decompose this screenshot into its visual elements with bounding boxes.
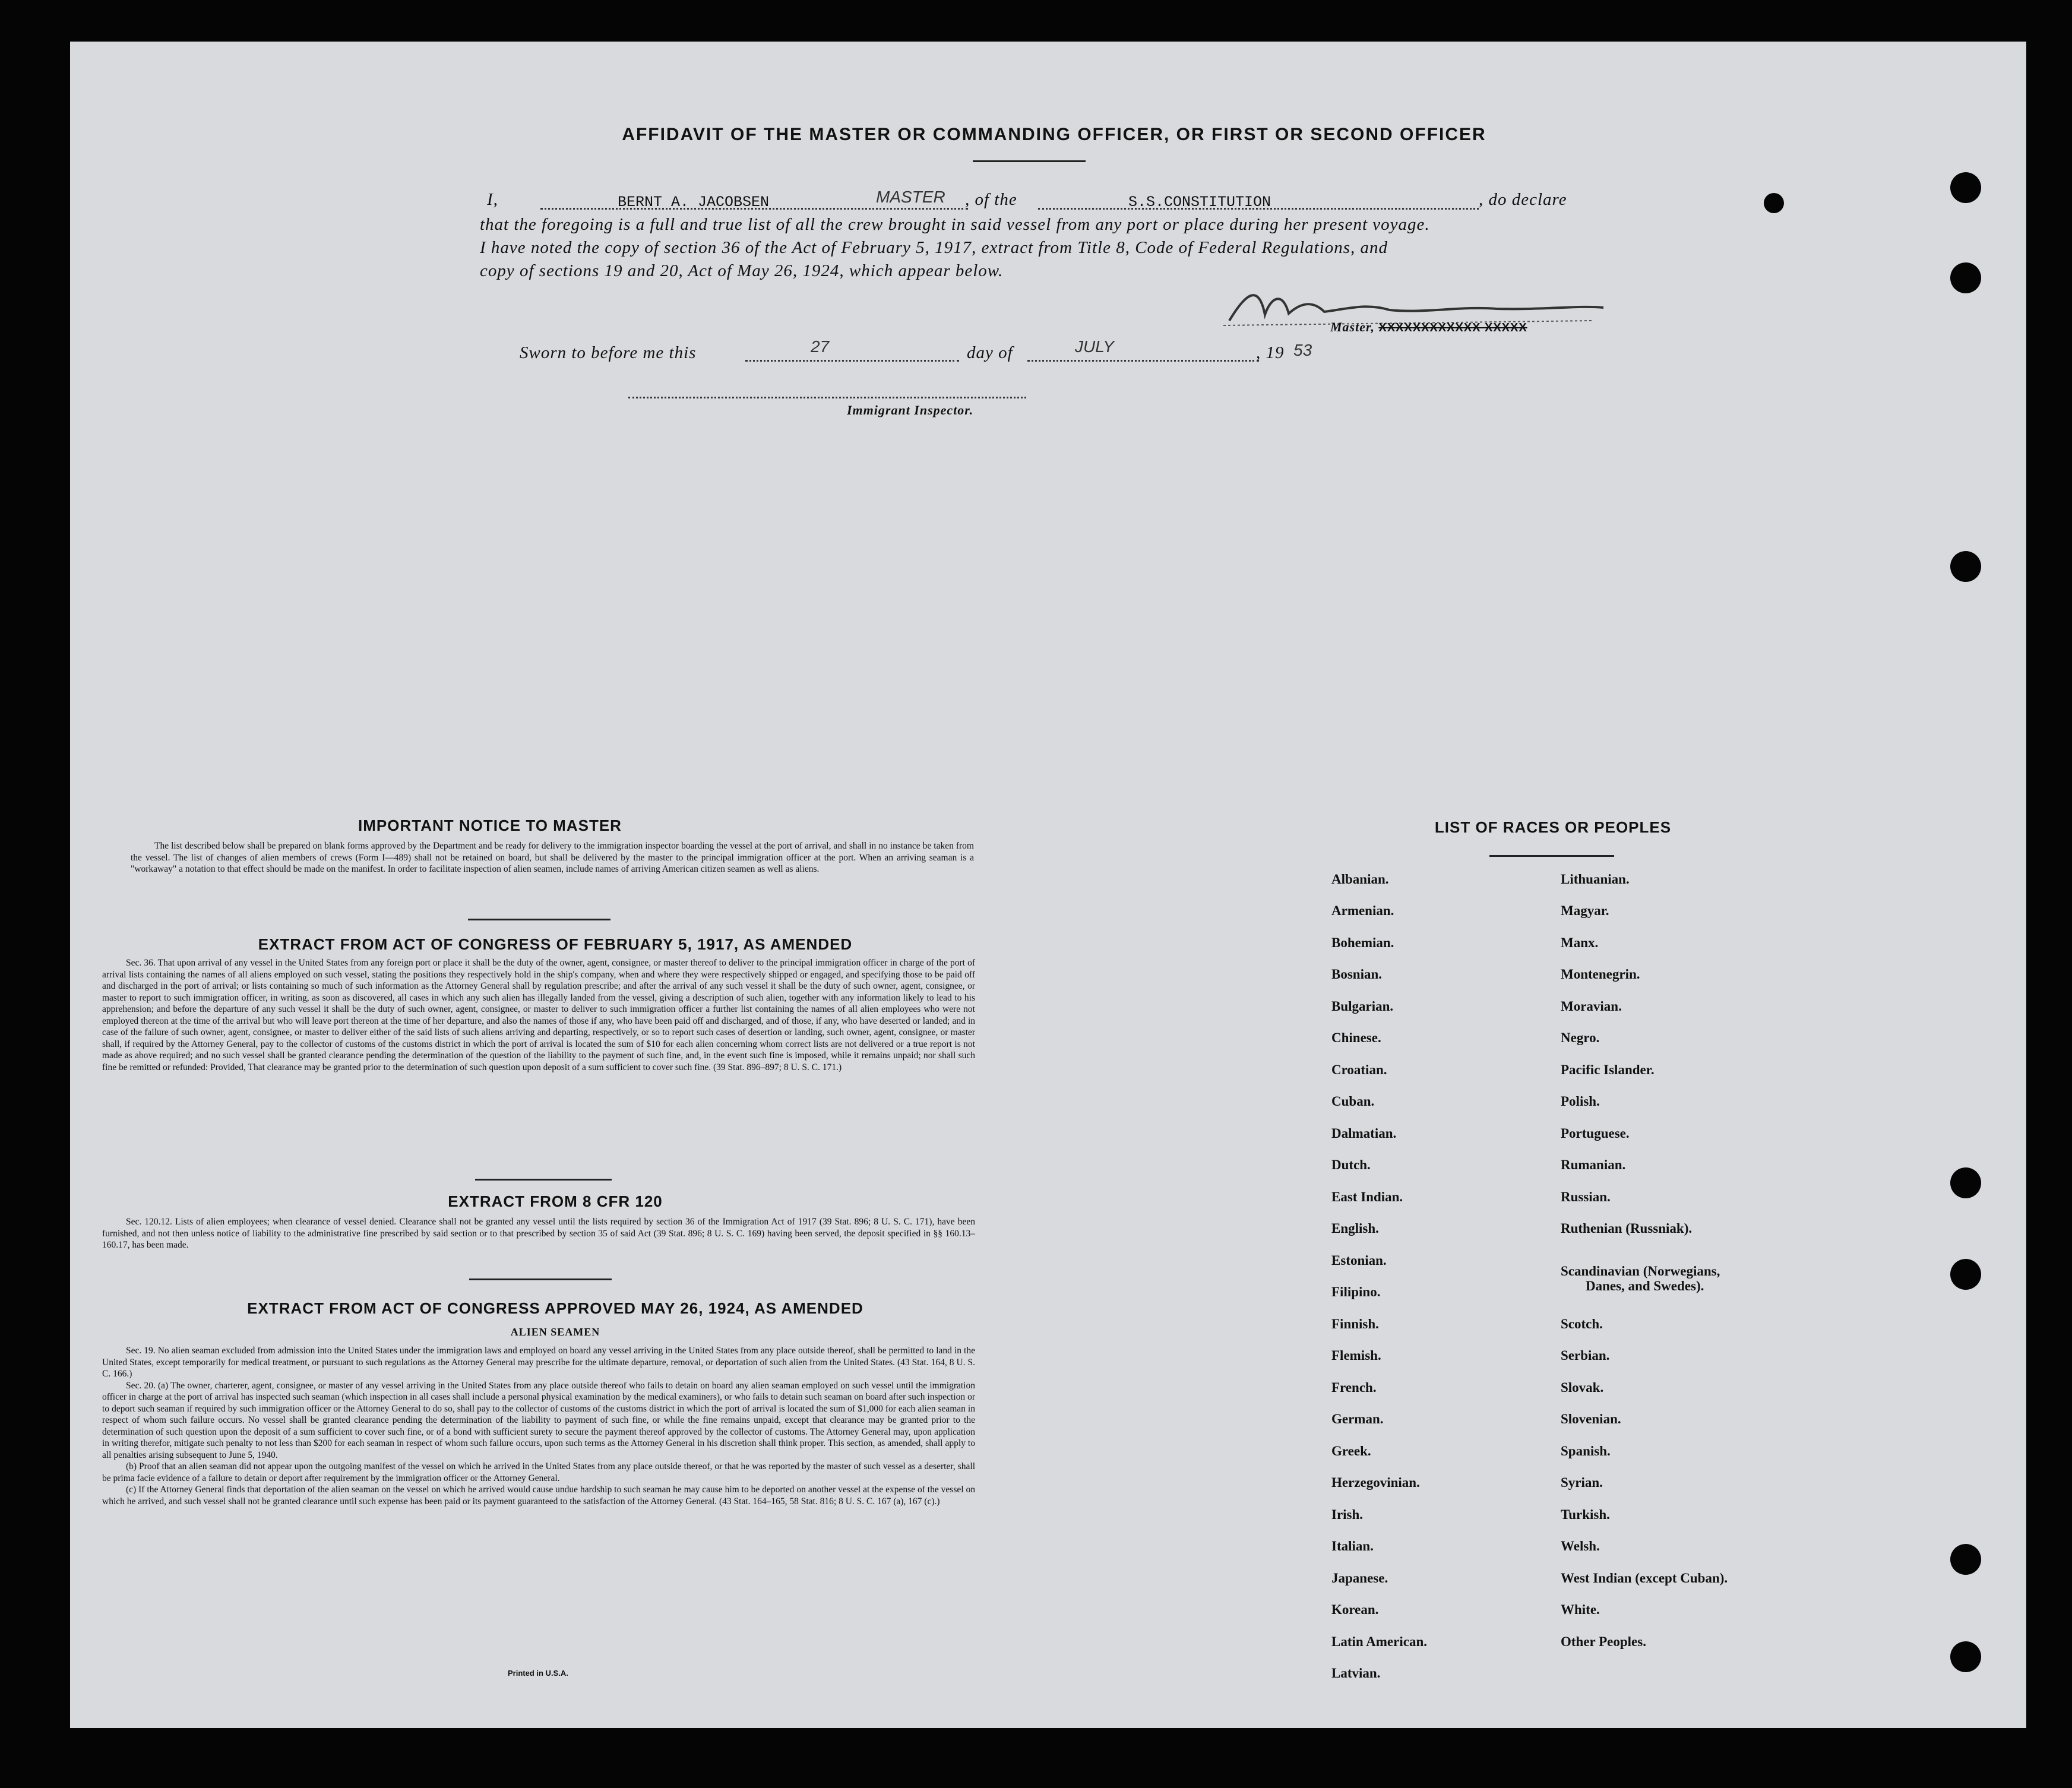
race-item: Ruthenian (Russniak). <box>1561 1221 1693 1236</box>
race-item: Negro. <box>1561 1030 1600 1045</box>
sec-19: Sec. 19. No alien seaman excluded from admission into the United States under the immigration laws and employed on board any vessel arriving in the United States from any place outside thereof, shall be permitted to land in the United States, except temporarily for medical treatment, or pursuant to such regulations as the Attorney General may prescribe for the ultimate departure, removal, or deportation of such alien from the United States. (43 Stat. 164, 8 U. S. C. 166.) <box>102 1346 975 1379</box>
extract-1917-title: EXTRACT FROM ACT OF CONGRESS OF FEBRUARY 5, 1917, AS AMENDED <box>258 935 853 953</box>
race-item: East Indian. <box>1331 1189 1403 1204</box>
race-item: Armenian. <box>1331 903 1394 918</box>
sec-20b: (b) Proof that an alien seaman did not appear upon the outgoing manifest of the vessel on which he arrived in the United States from any place outside thereof, or that he was reported by the master of such vessel as a deserter, shall be prima facie evidence of a failure to detain or deport after requirement by the immigration officer or the Attorney General. <box>102 1461 975 1483</box>
race-item: Estonian. <box>1331 1253 1387 1268</box>
inspector-label: Immigrant Inspector. <box>847 403 974 417</box>
race-item: Latin American. <box>1331 1634 1427 1649</box>
sworn-year: 53 <box>1293 341 1312 359</box>
race-item: Scotch. <box>1561 1317 1603 1331</box>
race-item: Flemish. <box>1331 1348 1381 1363</box>
race-item: Irish. <box>1331 1507 1364 1522</box>
punch-hole <box>1950 172 1981 203</box>
race-item: Rumanian. <box>1561 1157 1626 1172</box>
race-item: Bohemian. <box>1331 935 1394 950</box>
punch-hole <box>1950 1641 1981 1672</box>
race-item: Danes, and Swedes). <box>1586 1279 1704 1293</box>
race-item: Russian. <box>1561 1189 1611 1204</box>
race-item: Bosnian. <box>1331 967 1383 982</box>
race-item: Dutch. <box>1331 1157 1371 1172</box>
sec-20c: (c) If the Attorney General finds that deportation of the alien seaman on the vessel on which he arrived would cause undue hardship to such seaman he may cause him to be deported on another vessel at the expense of the vessel on which he arrived, and such vessel shall not be granted clearance until such expense has been paid or its payment guaranteed to the satisfaction of the Attorney General. (43 Stat. 164–165, 58 Stat. 816; 8 U. S. C. 167 (a), 167 (c).) <box>102 1485 975 1507</box>
affidavit-title: AFFIDAVIT OF THE MASTER OR COMMANDING OFFICER, OR FIRST OR SECOND OFFICER <box>622 125 1486 144</box>
rule-2 <box>475 1179 612 1181</box>
race-item: Portuguese. <box>1561 1126 1630 1141</box>
race-item: English. <box>1331 1221 1379 1236</box>
affidavit-line-3: I have noted the copy of section 36 of the Act of February 5, 1917, extract from Title 8, Code of Federal Regulations, and <box>480 238 1388 257</box>
race-item: Syrian. <box>1561 1475 1603 1490</box>
punch-hole <box>1950 1167 1981 1198</box>
race-item: Chinese. <box>1331 1030 1381 1045</box>
race-item: Herzegovinian. <box>1331 1475 1420 1490</box>
month-blank <box>1027 360 1259 362</box>
race-item: Dalmatian. <box>1331 1126 1397 1141</box>
notice-title: IMPORTANT NOTICE TO MASTER <box>358 817 622 834</box>
race-item: Finnish. <box>1331 1317 1379 1331</box>
text-i: I, <box>487 190 498 209</box>
day-blank <box>745 360 959 362</box>
sworn-day: 27 <box>811 337 830 356</box>
inspector-blank <box>628 397 1026 398</box>
race-item: Polish. <box>1561 1094 1600 1109</box>
race-item: Slovak. <box>1561 1380 1604 1395</box>
punch-hole <box>1950 1259 1981 1290</box>
rule-1 <box>468 919 610 920</box>
race-item: Japanese. <box>1331 1571 1388 1586</box>
extract-cfr-title: EXTRACT FROM 8 CFR 120 <box>448 1192 663 1210</box>
printed-in-usa: Printed in U.S.A. <box>508 1669 568 1678</box>
race-item: Korean. <box>1331 1602 1379 1617</box>
rank-handwritten: MASTER <box>876 188 945 206</box>
extract-cfr-block <box>102 1216 975 1251</box>
race-item: Bulgarian. <box>1331 999 1394 1014</box>
text-day-of: day of <box>967 343 1013 362</box>
race-item: Moravian. <box>1561 999 1622 1014</box>
title-rule <box>973 160 1086 162</box>
race-item: Albanian. <box>1331 872 1389 887</box>
punch-hole <box>1950 551 1981 582</box>
sec-20a: Sec. 20. (a) The owner, charterer, agent, consignee, or master of any vessel arriving in the United States from any place outside thereof who fails to detain on board any alien seaman employed on such vessel until the immigration officer in charge at the port of arrival has inspected such seaman (which inspection in all cases shall include a personal physical examination by the medical examiners), or who fails to detain such seaman on board after such inspection or to deport such seaman if required by such immigration officer or the Attorney General to do so, shall pay to the collector of customs of the customs district in which the port of arrival is located the sum of $1,000 for each alien seaman in respect of whom such failure occurs. No vessel shall be granted clearance pending the determination of the liability to payment of such fine, or while the fine remains unpaid, except that clearance may be granted prior to the determination of such question upon the deposit of a sum sufficient to cover such fine, or of a bond with sufficient surety to secure the payment thereof approved by the collector of customs. The Attorney General may, upon application in writing therefor, mitigate such penalty to not less than $200 for each seaman in respect of whom such failure occurs, upon such terms as the Attorney General in his discretion shall think proper. This section, as amended, shall apply to all penalties arising subsequent to June 5, 1940. <box>102 1380 975 1460</box>
race-item: German. <box>1331 1412 1384 1426</box>
affidavit-line-1 <box>487 190 498 210</box>
races-rule <box>1489 855 1614 857</box>
race-item: Magyar. <box>1561 903 1609 918</box>
race-item: Croatian. <box>1331 1062 1387 1077</box>
master-name: BERNT A. JACOBSEN <box>618 194 770 211</box>
race-item: Greek. <box>1331 1444 1371 1458</box>
race-item: Cuban. <box>1331 1094 1375 1109</box>
punch-hole <box>1950 262 1981 293</box>
affidavit-line-4: copy of sections 19 and 20, Act of May 26, 1924, which appear below. <box>480 261 1004 280</box>
race-item: French. <box>1331 1380 1377 1395</box>
race-item: Manx. <box>1561 935 1599 950</box>
race-item: Filipino. <box>1331 1284 1381 1299</box>
sworn-month: JULY <box>1075 337 1114 356</box>
text-do-declare: , do declare <box>1479 190 1567 209</box>
extract-1924-block <box>102 1345 975 1507</box>
extract-1924-title: EXTRACT FROM ACT OF CONGRESS APPROVED MAY 26, 1924, AS AMENDED <box>247 1299 863 1317</box>
extract-1917-block <box>102 957 975 1073</box>
text-of-the: , of the <box>965 190 1017 209</box>
sworn-prefix: Sworn to before me this <box>520 343 697 362</box>
race-item: Scandinavian (Norwegians, <box>1561 1264 1720 1279</box>
alien-seamen-subtitle: ALIEN SEAMEN <box>510 1326 600 1338</box>
races-title: LIST OF RACES OR PEOPLES <box>1434 818 1672 836</box>
affidavit-line-2: that the foregoing is a full and true list of all the crew brought in said vessel from any port or place during her present voyage. <box>480 215 1430 234</box>
race-item: Turkish. <box>1561 1507 1610 1522</box>
race-item: Serbian. <box>1561 1348 1610 1363</box>
race-item: Spanish. <box>1561 1444 1611 1458</box>
extract-cfr-body: Sec. 120.12. Lists of alien employees; when clearance of vessel denied. Clearance shall not be granted any vessel until the lists required by section 36 of the Immigration Act of 1917 (39 Stat. 896; 8 U. S. C. 171), have been furnished, and not then unless notice of liability to the administrative fine prescribed by said section or to that prescribed by section 35 of said Act (39 Stat. 896; 8 U. S. C. 169) having been served, the deposit specified in §§ 160.13–160.17, has been made. <box>102 1217 975 1250</box>
race-item: Pacific Islander. <box>1561 1062 1655 1077</box>
race-item: Italian. <box>1331 1539 1374 1553</box>
text-year-prefix: , 19 <box>1256 343 1285 362</box>
notice-body: The list described below shall be prepared on blank forms approved by the Department and be ready for delivery to the immigration inspector boarding the vessel at the port of arrival, and shall in no instance be taken from the vessel. The list of changes of alien members of crews (Form I—489) shall not be retained on board, but shall be delivered by the master to the principal immigration officer at the port. When an arriving seaman is a "workaway" a notation to that effect should be made on the manifest. In order to facilitate inspection of alien seamen, include names of arriving American citizen seamen as well as aliens. <box>131 841 974 874</box>
race-item: Welsh. <box>1561 1539 1600 1553</box>
ink-spot <box>1764 193 1784 213</box>
race-item: Lithuanian. <box>1561 872 1630 887</box>
extract-1917-body: Sec. 36. That upon arrival of any vessel in the United States from any foreign port or place it shall be the duty of the owner, agent, consignee, or master thereof to deliver to the principal immigration officer in charge of the port of arrival lists containing the names of all aliens employed on such vessel, stating the positions they respectively hold in the ship's company, when and where they were respectively shipped or engaged, and specifying those to be paid off and discharged in the port of arrival; or lists containing so much of such information as the Attorney General shall by regulation prescribe; and after the arrival of any such vessel it shall be the duty of such owner, agent, consignee, or master to report to such immigration officer, in writing, as soon as discovered, all cases in which any such alien has illegally landed from the vessel, giving a description of such alien, together with any information likely to lead to his apprehension; and before the departure of any such vessel it shall be the duty of such owner, agent, consignee, or master to deliver to such immigration officer a further list containing the names of all alien employees who were not employed thereon at the time of the arrival but who will leave port thereon at the time of her departure, and also the names of those if any, who have been paid off and discharged, and of those, if any, who have deserted or landed; and in case of the failure of such owner, agent, consignee, or master to deliver either of the said lists of such aliens arriving and departing, respectively, or so to report such cases of desertion or landing, such owner, agent, consignee, or master shall, if required by the Attorney General, pay to the collector of customs of the customs district in which the port of arrival is located the sum of $10 for each alien concerning whom correct lists are not delivered or a true report is not made as above required; and no such vessel shall be granted clearance pending the determination of the question of the liability to the payment of such fine, and, in the event such fine is imposed, while it remains unpaid; nor shall such fine be remitted or refunded: Provided, That clearance may be granted prior to the determination of such question upon deposit of a sum sufficient to cover such fine. (39 Stat. 896–897; 8 U. S. C. 171.) <box>102 958 975 1072</box>
race-item: Montenegrin. <box>1561 967 1640 982</box>
race-item: West Indian (except Cuban). <box>1561 1571 1728 1586</box>
race-item: Latvian. <box>1331 1666 1381 1681</box>
punch-hole <box>1950 1544 1981 1575</box>
race-item: Other Peoples. <box>1561 1634 1646 1649</box>
vessel-name: S.S.CONSTITUTION <box>1128 194 1271 211</box>
race-item: White. <box>1561 1602 1600 1617</box>
notice-block <box>131 840 974 875</box>
rule-3 <box>469 1279 612 1280</box>
master-label: Master, XXXXXXXXXXXX XXXXX <box>1330 319 1527 334</box>
struck-title: XXXXXXXXXXXX XXXXX <box>1378 321 1527 334</box>
race-item: Slovenian. <box>1561 1412 1621 1426</box>
